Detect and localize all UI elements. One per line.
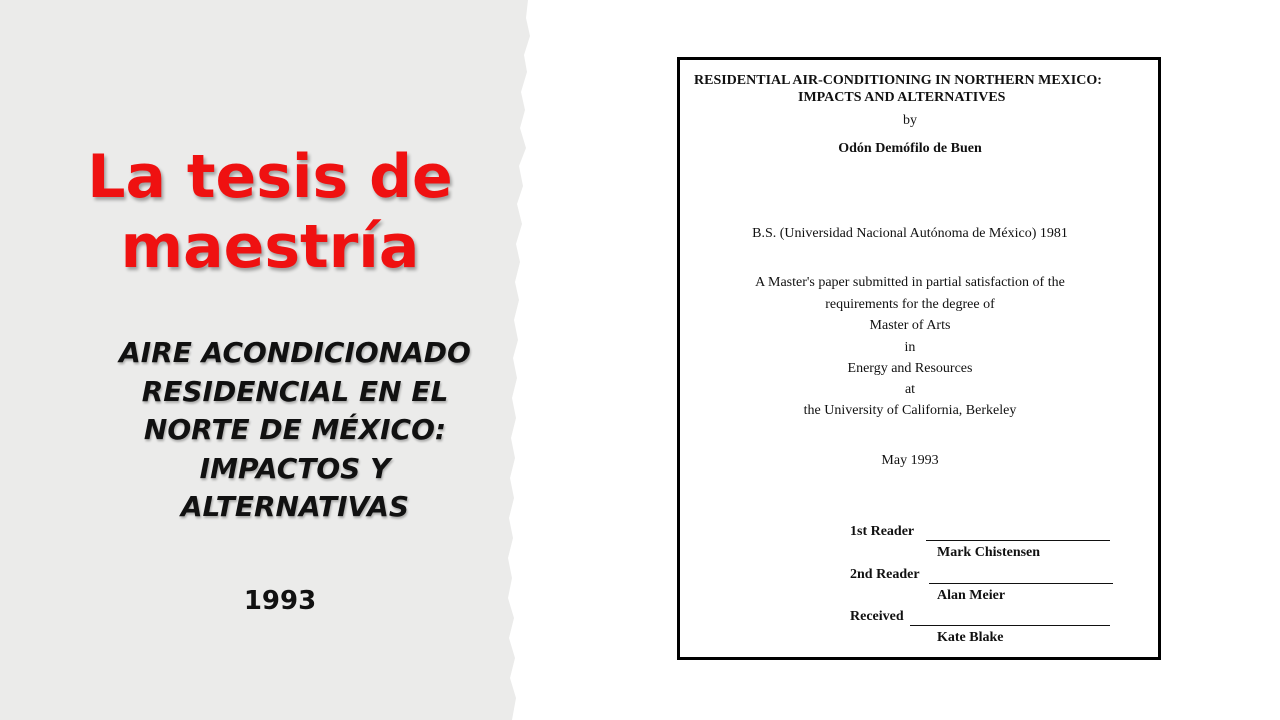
prior-degree: B.S. (Universidad Nacional Autónoma de México) 1981 (752, 226, 1068, 241)
subtitle-line: AIRE ACONDICIONADO (119, 336, 471, 369)
signature-name: Kate Blake (937, 630, 1004, 645)
signature-label: 1st Reader (850, 524, 915, 539)
thesis-title-page (677, 57, 1161, 660)
thesis-title-line: IMPACTS AND ALTERNATIVES (798, 90, 1006, 105)
by-label: by (903, 113, 917, 128)
signature-line (926, 540, 1110, 541)
subtitle-line: NORTE DE MÉXICO: (143, 413, 447, 446)
statement-line: in (904, 340, 916, 355)
subtitle-line: RESIDENCIAL EN EL (141, 374, 449, 408)
left-panel (0, 0, 560, 720)
signature-name: Alan Meier (937, 588, 1006, 603)
statement-line: A Master's paper submitted in partial satisfaction of the (755, 275, 1065, 290)
statement-line: Master of Arts (869, 318, 951, 333)
subtitle-line: ALTERNATIVAS (180, 490, 410, 523)
signature-label: Received (850, 609, 904, 624)
signature-label: 2nd Reader (850, 567, 920, 582)
subtitle-line: IMPACTOS Y (199, 451, 391, 485)
slide-year: 1993 (243, 586, 317, 616)
thesis-title (694, 72, 1144, 106)
thesis-title-line: RESIDENTIAL AIR-CONDITIONING IN NORTHERN MEXICO: (694, 73, 1102, 88)
signature-line (910, 625, 1110, 626)
signature-name: Mark Chistensen (937, 545, 1041, 560)
slide-subtitle (70, 334, 520, 527)
slide-heading (40, 142, 500, 282)
statement-line: requirements for the degree of (825, 297, 995, 312)
submission-date: May 1993 (881, 453, 939, 468)
statement-line: Energy and Resources (847, 361, 973, 376)
statement-line: at (904, 382, 916, 397)
signature-line (929, 583, 1113, 584)
statement-line: the University of California, Berkeley (803, 403, 1017, 418)
heading-line: maestría (120, 212, 420, 282)
author-name: Odón Demófilo de Buen (838, 141, 982, 156)
heading-line: La tesis de (87, 142, 453, 212)
